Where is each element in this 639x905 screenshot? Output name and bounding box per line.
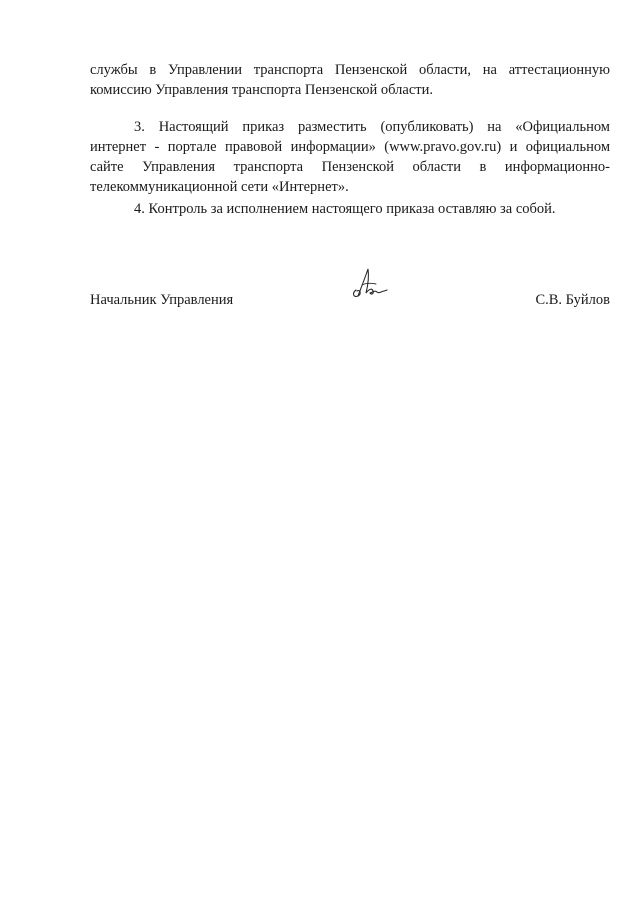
paragraph-item-4 (90, 199, 610, 219)
handwritten-signature (349, 266, 389, 300)
text-line: сайте Управления транспорта Пензенской области в информационно- (90, 159, 610, 175)
text-line: комиссию Управления транспорта Пензенской области. (90, 82, 433, 98)
text-line: интернет - портале правовой информации» (www.pravo.gov.ru) и официальном (90, 139, 610, 155)
text-line: 4. Контроль за исполнением настоящего приказа оставляю за собой. (134, 201, 556, 217)
paragraph-item-3 (90, 117, 610, 197)
signatory-title: Начальник Управления (90, 292, 234, 308)
signatory-name: С.В. Буйлов (535, 292, 610, 308)
text-line: службы в Управлении транспорта Пензенской области, на аттестационную (90, 62, 610, 78)
paragraph-continuation (90, 60, 610, 100)
text-line: 3. Настоящий приказ разместить (опубликовать) на «Официальном (134, 119, 610, 135)
text-line: телекоммуникационной сети «Интернет». (90, 179, 349, 195)
